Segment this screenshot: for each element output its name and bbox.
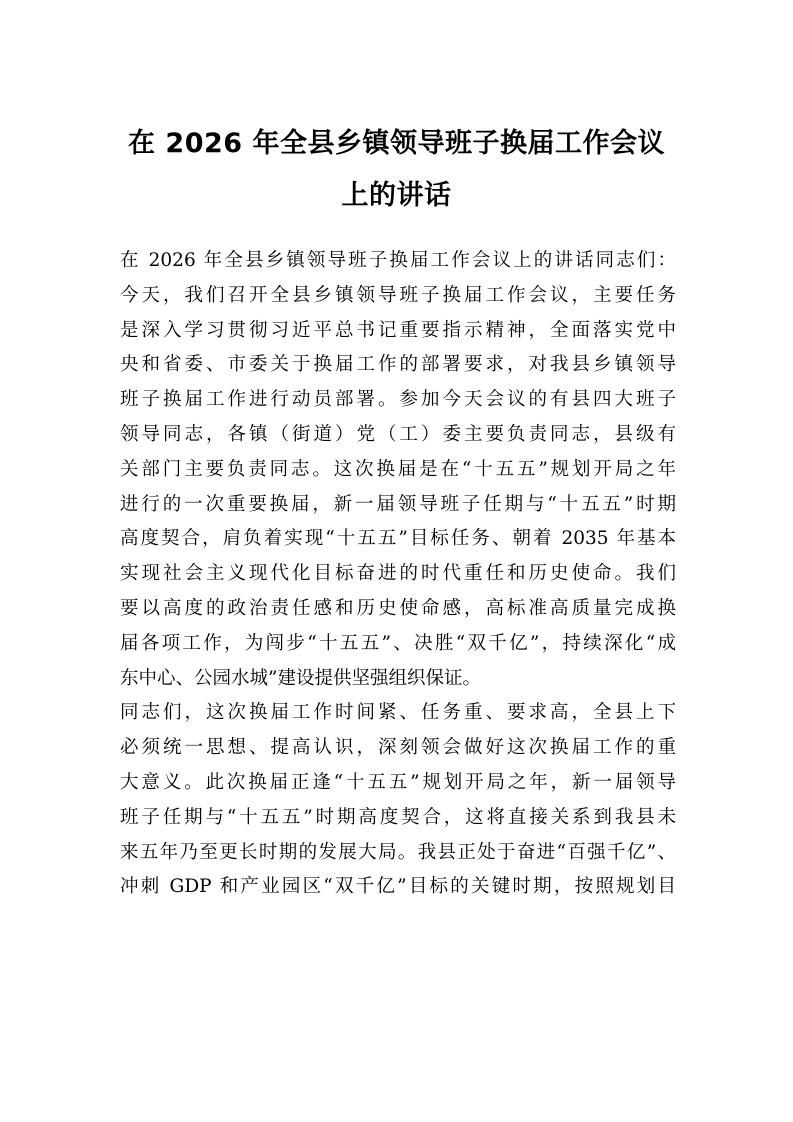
text-line: 要以高度的政治责任感和历史使命感，高标准高质量完成换: [120, 597, 676, 619]
text-line: 领导同志，各镇（街道）党（工）委主要负责同志，县级有: [120, 423, 676, 445]
text-line: 届各项工作，为闯步“十五五”、决胜“双千亿”，持续深化“成: [120, 632, 676, 654]
text-line: 是深入学习贯彻习近平总书记重要指示精神，全面落实党中: [120, 319, 676, 341]
document-title: [100, 118, 693, 222]
text-line: 在 2026 年全县乡镇领导班子换届工作会议上的讲话同志们：: [120, 250, 676, 271]
text-line: 实现社会主义现代化目标奋进的时代重任和历史使命。我们: [120, 563, 676, 585]
title-line-2: 上的讲话: [341, 180, 452, 211]
text-line: 央和省委、市委关于换届工作的部署要求，对我县乡镇领导: [120, 354, 676, 376]
text-line: 关部门主要负责同志。这次换届是在“十五五”规划开局之年: [120, 458, 676, 480]
text-line: 来五年乃至更长时期的发展大局。我县正处于奋进“百强千亿”、: [120, 841, 676, 863]
paragraph-2: [120, 696, 676, 905]
text-line: 班子换届工作进行动员部署。参加今天会议的有县四大班子: [120, 389, 676, 411]
text-line: 同志们，这次换届工作时间紧、任务重、要求高，全县上下: [120, 702, 676, 724]
text-line: 大意义。此次换届正逢“十五五”规划开局之年，新一届领导: [120, 771, 676, 793]
text-line: 高度契合，肩负着实现“十五五”目标任务、朝着 2035 年基本: [120, 528, 676, 550]
paragraph-1: [120, 244, 676, 696]
text-line: 班子任期与“十五五”时期高度契合，这将直接关系到我县未: [120, 806, 676, 828]
document-body: [120, 244, 676, 905]
text-line: 东中心、公园水城”建设提供坚强组织保证。: [120, 667, 481, 689]
text-line: 进行的一次重要换届，新一届领导班子任期与“十五五”时期: [120, 493, 676, 515]
title-line-1: 在 2026 年全县乡镇领导班子换届工作会议: [128, 128, 665, 159]
text-line: 今天，我们召开全县乡镇领导班子换届工作会议，主要任务: [120, 284, 676, 306]
text-line: 必须统一思想、提高认识，深刻领会做好这次换届工作的重: [120, 737, 676, 759]
text-line: 冲刺 GDP 和产业园区“双千亿”目标的关键时期，按照规划目: [120, 876, 676, 898]
